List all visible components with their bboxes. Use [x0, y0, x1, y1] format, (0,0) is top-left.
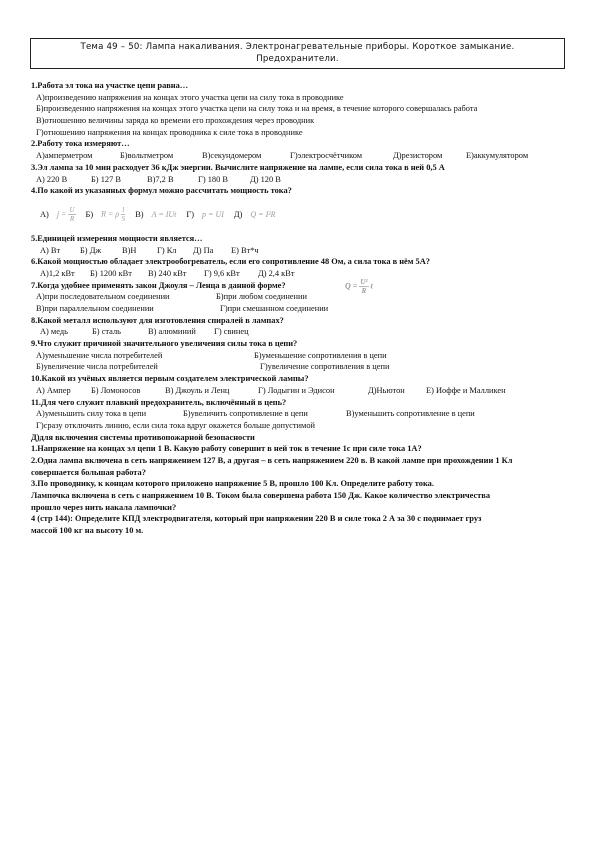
q10-options — [31, 385, 571, 397]
q1-option-b: Б)произведению напряжения на концах этого участка цепи на силу тока и на время, в течение которого совершалась работа — [36, 104, 478, 114]
formula-a-den: R — [69, 215, 75, 224]
q3-option: Г) 180 В — [198, 174, 228, 184]
question-8: 8.Какой металл используют для изготовления спиралей в лампах? — [31, 315, 284, 325]
question-11: 11.Для чего служит плавкий предохранитель, включённый в цепь? — [31, 397, 287, 407]
problem-3-line1: 3.По проводнику, к концам которого приложено напряжение 5 В, прошло 100 Кл. Определите работу тока. — [31, 479, 434, 489]
joule-lenz-formula — [345, 278, 373, 295]
q4-label-d: Г) — [186, 210, 195, 220]
formula-b-den: S — [121, 215, 125, 224]
q6-option: Б) 1200 кВт — [90, 268, 132, 278]
topic-title-line2: Предохранители. — [256, 54, 339, 64]
topic-header — [30, 38, 565, 69]
q9-option-a: А)уменьшение числа потребителей — [36, 350, 163, 360]
q11-options-row1 — [31, 408, 571, 420]
q2-option: Е)аккумулятором — [466, 151, 529, 161]
q9-option-d: Г)увеличение сопротивления в цепи — [260, 362, 390, 372]
q2-option: Г)электросчётчиком — [290, 151, 363, 161]
formula-e: Q = I²R — [250, 210, 276, 220]
q6-option: А)1,2 кВт — [40, 268, 75, 278]
jl-fraction — [359, 278, 368, 295]
q11-option-d: Г)сразу отключить линию, если сила тока вдруг окажется больше допустимой — [36, 420, 316, 430]
q11-option-c: В)уменьшить сопротивление в цепи — [346, 409, 475, 419]
question-4: 4.По какой из указанных формул можно рассчитать мощность тока? — [31, 186, 292, 196]
problem-2-line1: 2.Одна лампа включена в сеть напряжением 127 В, а другая – в сеть напряжением 220 в. В какой лампе при прохождении 1 Кл — [31, 455, 513, 465]
q2-option: В)секундомером — [202, 151, 262, 161]
jl-rhs: t — [370, 280, 373, 290]
question-6: 6.Какой мощностью обладает электрообогреватель, если его сопротивление 48 Ом, а сила тока в нём 5А? — [31, 257, 430, 267]
q2-options — [31, 150, 571, 162]
formula-c: A = IUt — [151, 210, 177, 220]
q6-option: Г) 9,6 кВт — [204, 268, 240, 278]
q9-option-c: Б)увеличение числа потребителей — [36, 362, 158, 372]
q10-option: Г) Лодыгин и Эдисон — [258, 385, 335, 395]
q3-option: Б) 127 В — [91, 174, 121, 184]
problem-1: 1.Напряжение на концах эл цепи 1 В. Какую работу совершит в ней ток в течение 1с при силе тока 1А? — [31, 444, 422, 454]
q2-option: Д)резистором — [393, 151, 443, 161]
q8-options — [31, 326, 571, 338]
q5-option: Е) Вт*ч — [231, 245, 259, 255]
q9-option-b: Б)уменьшение сопротивления в цепи — [254, 350, 387, 360]
q7-option-a: А)при последовательном соединении — [36, 292, 170, 302]
q7-options-row2 — [31, 303, 571, 315]
formula-a — [57, 206, 76, 223]
formula-d: p = UI — [202, 210, 224, 220]
q10-option: А) Ампер — [36, 385, 71, 395]
q7-option-b: Б)при любом соединении — [216, 292, 307, 302]
q8-option: Б) сталь — [92, 327, 121, 337]
jl-lhs: Q = — [345, 280, 358, 290]
q5-option: Д) Па — [193, 245, 214, 255]
q5-options — [31, 245, 571, 257]
problem-3-line2: Лампочка включена в сеть с напряжением 10 В. Током была совершена работа 150 Дж. Какое количество электричества — [31, 491, 491, 500]
q4-formula-options — [31, 197, 571, 233]
question-5: 5.Единицей измерения мощности является… — [31, 233, 203, 243]
question-9: 9.Что служит причиной значительного увеличения силы тока в цепи? — [31, 339, 298, 349]
question-2: 2.Работу тока измеряют… — [31, 139, 130, 149]
q9-options-row2 — [31, 361, 571, 373]
q4-label-c: В) — [135, 210, 144, 220]
q3-option: В)7,2 В — [147, 174, 174, 184]
formula-b-num: l — [122, 206, 125, 215]
formula-a-num: U — [69, 206, 75, 215]
q4-label-a: А) — [40, 210, 49, 220]
q3-option: Д) 120 В — [250, 174, 281, 184]
q8-option: В) алюминий — [148, 327, 196, 337]
q7-options-row1 — [31, 291, 571, 303]
problem-2-line2: совершается большая работа? — [31, 467, 146, 477]
topic-title-line1: Тема 49 – 50: Лампа накаливания. Электронагревательные приборы. Короткое замыкание. — [80, 42, 515, 52]
q4-label-b: Б) — [85, 210, 94, 220]
q5-option: Б) Дж — [80, 245, 102, 255]
question-10: 10.Какой из учёных является первым создателем электрической лампы? — [31, 374, 309, 384]
problem-3-line3: прошло через нить накала лампочки? — [31, 502, 177, 512]
q3-option: А) 220 В — [36, 174, 68, 184]
problem-4-line2: массой 100 кг на высоту 10 м. — [31, 526, 144, 536]
q11-option-e: Д)для включения системы противопожарной безопасности — [31, 432, 255, 442]
q10-option: Б) Ломоносов — [91, 385, 141, 395]
q2-option: Б)вольтметром — [120, 151, 174, 161]
formula-a-fraction — [68, 206, 75, 223]
q3-options — [31, 174, 571, 186]
jl-num: U² — [360, 277, 368, 286]
question-7 — [31, 277, 571, 295]
formula-b — [101, 206, 125, 223]
q8-option: Г) свинец — [214, 327, 249, 337]
question-1: 1.Работа эл тока на участке цепи равна… — [31, 81, 189, 90]
formula-a-lhs: j = — [56, 209, 67, 219]
q1-option-a: А)произведению напряжения на концах этого участка цепи на силу тока в проводнике — [36, 92, 344, 102]
q10-option: Е) Иоффе и Малликен — [426, 385, 506, 395]
q9-options-row1 — [31, 350, 571, 362]
q6-option: В) 240 кВт — [148, 268, 187, 278]
q5-option: Г) Кл — [157, 245, 177, 255]
q4-label-e: Д) — [233, 210, 243, 220]
q10-option: В) Джоуль и Ленц — [165, 385, 230, 395]
q10-option: Д)Ньютон — [368, 385, 405, 395]
formula-b-lhs: R = ρ — [101, 209, 120, 219]
q7-option-c: В)при параллельном соединении — [36, 304, 154, 313]
q11-option-a: А)уменьшить силу тока в цепи — [36, 409, 147, 419]
q8-option: А) медь — [40, 327, 68, 337]
question-3: 3.Эл лампа за 10 мин расходует 36 кДж энергии. Вычислите напряжение на лампе, если сила тока в ней 0,5 А — [31, 162, 445, 172]
q1-option-d: Г)отношению напряжения на концах проводника к силе тока в проводнике — [36, 127, 303, 137]
q2-option: А)амперметром — [36, 151, 93, 161]
q5-option: А) Вт — [40, 245, 61, 255]
q11-option-b: Б)увеличить сопротивление в цепи — [183, 409, 308, 419]
q5-option: В)Н — [122, 245, 137, 255]
q6-options — [31, 268, 571, 280]
jl-den: R — [361, 286, 367, 295]
question-7-text: 7.Когда удобнее применять закон Джоуля – Ленца в данной форме? — [31, 280, 286, 290]
q6-option: Д) 2,4 кВт — [258, 268, 295, 278]
formula-b-fraction — [121, 206, 125, 223]
q7-option-d: Г)при смешанном соединении — [220, 304, 329, 313]
problem-4-line1: 4 (стр 144): Определите КПД электродвигателя, который при напряжении 220 В и силе тока 2 А за 30 с поднимает груз — [31, 514, 482, 524]
worksheet-body — [31, 80, 571, 537]
q1-option-c: В)отношению величины заряда ко времени его прохождения через проводник — [36, 116, 315, 126]
